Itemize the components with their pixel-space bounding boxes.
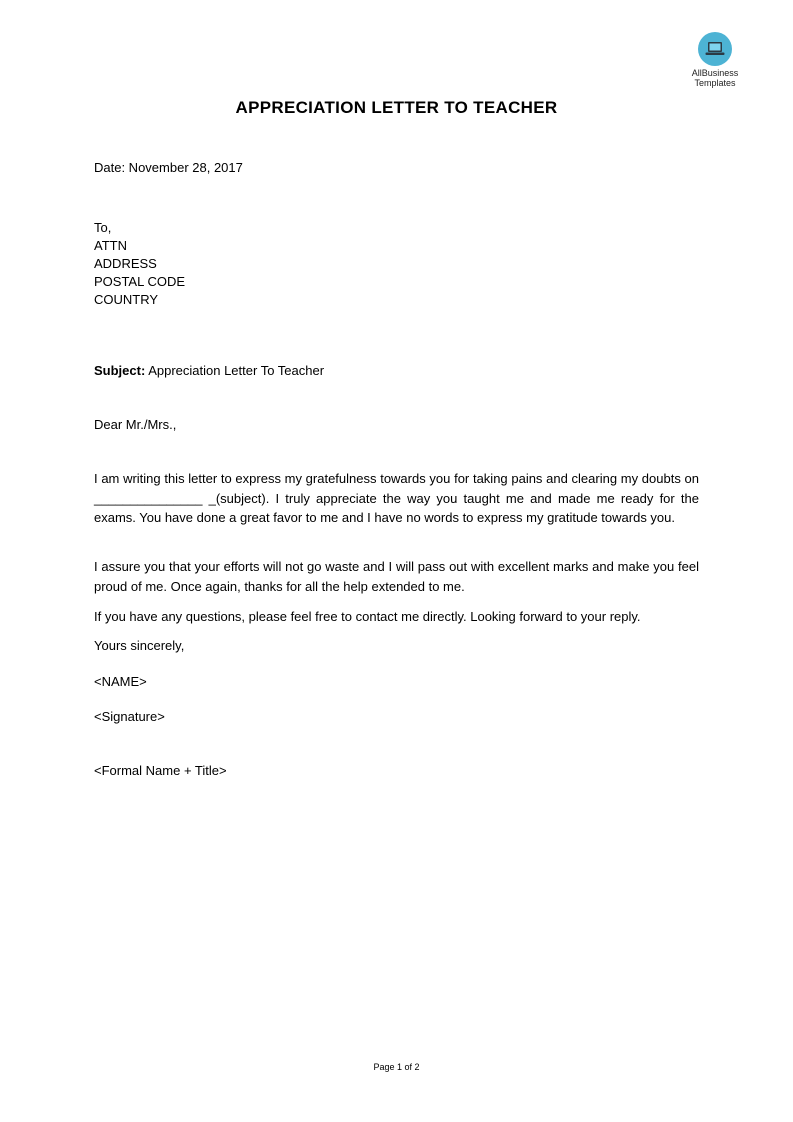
formal-name-placeholder: <Formal Name + Title>	[94, 763, 227, 778]
logo-text-line1: AllBusiness	[691, 68, 739, 78]
subject-label: Subject:	[94, 363, 146, 378]
subject-text: Appreciation Letter To Teacher	[145, 363, 325, 378]
date-line: Date: November 28, 2017	[94, 160, 243, 175]
logo-text-line2: Templates	[694, 78, 736, 88]
body-paragraph-1: I am writing this letter to express my gratefulness towards you for taking pains and clearing my doubts on _______________ _(subject). I truly appreciate the way you taught me and made me ready for the exams. You have done a great favor to me and I have no words to express my gratitude towards you.	[94, 471, 699, 525]
address-country: COUNTRY	[94, 292, 159, 307]
address-to: To,	[94, 220, 112, 235]
page-number: Page 1 of 2	[373, 1062, 420, 1072]
allbusiness-logo	[680, 32, 750, 88]
address-attn: ATTN	[94, 238, 127, 253]
subject-line	[94, 362, 324, 380]
name-placeholder: <NAME>	[94, 674, 147, 689]
address-postal-code: POSTAL CODE	[94, 274, 186, 289]
address-street: ADDRESS	[94, 256, 157, 271]
signature-placeholder: <Signature>	[94, 709, 165, 724]
closing: Yours sincerely,	[94, 638, 185, 653]
body-paragraph-3: If you have any questions, please feel free to contact me directly. Looking forward to your reply.	[94, 609, 641, 624]
laptop-icon	[698, 32, 732, 66]
document-title: APPRECIATION LETTER TO TEACHER	[235, 98, 558, 117]
greeting: Dear Mr./Mrs.,	[94, 417, 177, 432]
body-paragraph-2: I assure you that your efforts will not go waste and I will pass out with excellent marks and make you feel proud of me. Once again, thanks for all the help extended to me.	[94, 559, 699, 594]
